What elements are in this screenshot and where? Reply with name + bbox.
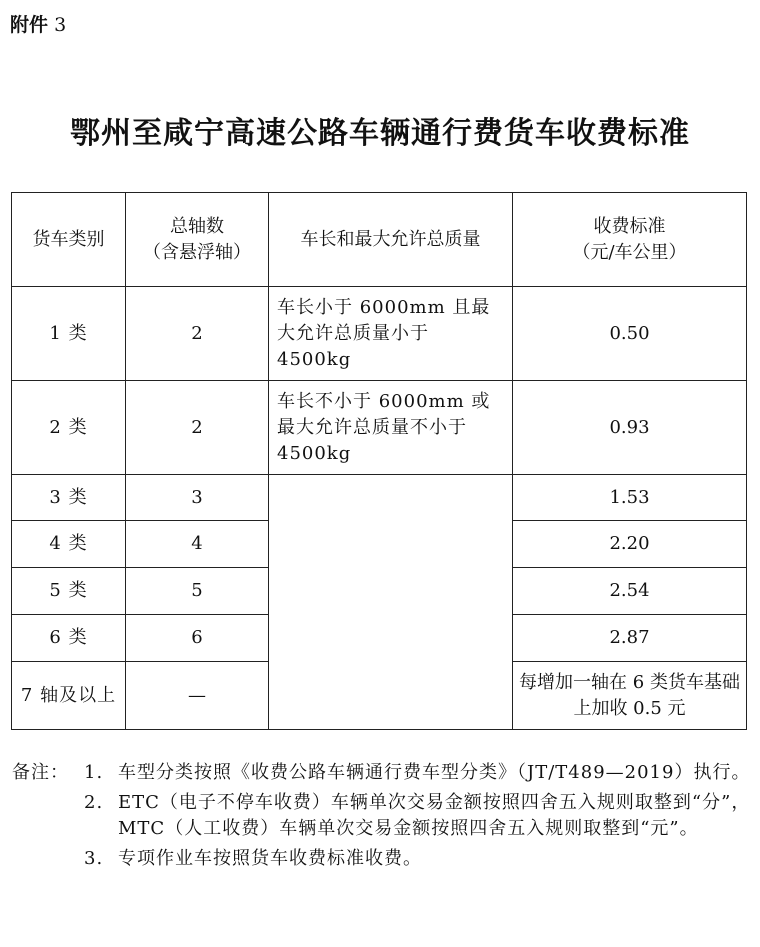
attachment-number: 3 (54, 14, 67, 36)
header-rate (513, 193, 747, 287)
row-axles: — (126, 662, 269, 730)
note-number: 3. (84, 848, 104, 869)
notes-label: 备注： (12, 762, 69, 783)
toll-rate-table (11, 192, 747, 730)
row-category: 2 类 (12, 381, 126, 475)
row-axles: 3 (126, 475, 269, 521)
row-size: 车长小于 6000mm 且最大允许总质量小于 4500kg (269, 287, 513, 381)
row-axles: 6 (126, 615, 269, 662)
note-number: 2. (84, 792, 104, 813)
note-text: 专项作业车按照货车收费标准收费。 (118, 848, 422, 869)
header-category: 货车类别 (12, 193, 126, 287)
row-rate: 2.54 (513, 568, 747, 615)
table-header-row (12, 193, 747, 287)
merged-size-cell (269, 475, 513, 730)
row-axles: 4 (126, 521, 269, 568)
note-item (12, 760, 752, 786)
row-axles: 5 (126, 568, 269, 615)
row-rate: 2.20 (513, 521, 747, 568)
row-rate: 2.87 (513, 615, 747, 662)
row-rate: 每增加一轴在 6 类货车基础上加收 0.5 元 (513, 662, 747, 730)
header-rate-line1: 收费标准 (593, 215, 666, 237)
row-category: 6 类 (12, 615, 126, 662)
note-number: 1. (84, 762, 104, 783)
row-axles: 2 (126, 381, 269, 475)
header-axles-line1: 总轴数 (170, 215, 224, 237)
row-category: 5 类 (12, 568, 126, 615)
attachment-label (10, 10, 66, 37)
row-rate: 0.50 (513, 287, 747, 381)
table-row (12, 475, 747, 521)
attachment-text: 附件 (10, 14, 49, 36)
row-rate: 0.93 (513, 381, 747, 475)
page-title: 鄂州至咸宁高速公路车辆通行费货车收费标准 (70, 116, 690, 151)
notes-section (12, 760, 752, 872)
header-rate-line2: （元/车公里） (572, 241, 687, 263)
row-category: 4 类 (12, 521, 126, 568)
note-text: ETC（电子不停车收费）车辆单次交易金额按照四舍五入规则取整到“分”，MTC（人工收费）车辆单次交易金额按照四舍五入规则取整到“元”。 (118, 792, 751, 839)
note-text: 车型分类按照《收费公路车辆通行费车型分类》（JT/T489—2019）执行。 (118, 762, 751, 783)
table-row (12, 381, 747, 475)
table-row (12, 287, 747, 381)
row-size: 车长不小于 6000mm 或最大允许总质量不小于 4500kg (269, 381, 513, 475)
header-axles-line2: （含悬浮轴） (143, 241, 251, 263)
header-axles (126, 193, 269, 287)
row-axles: 2 (126, 287, 269, 381)
row-category: 3 类 (12, 475, 126, 521)
row-rate: 1.53 (513, 475, 747, 521)
row-category: 1 类 (12, 287, 126, 381)
note-item (12, 846, 752, 872)
header-size: 车长和最大允许总质量 (269, 193, 513, 287)
row-category: 7 轴及以上 (12, 662, 126, 730)
note-item (12, 790, 752, 842)
